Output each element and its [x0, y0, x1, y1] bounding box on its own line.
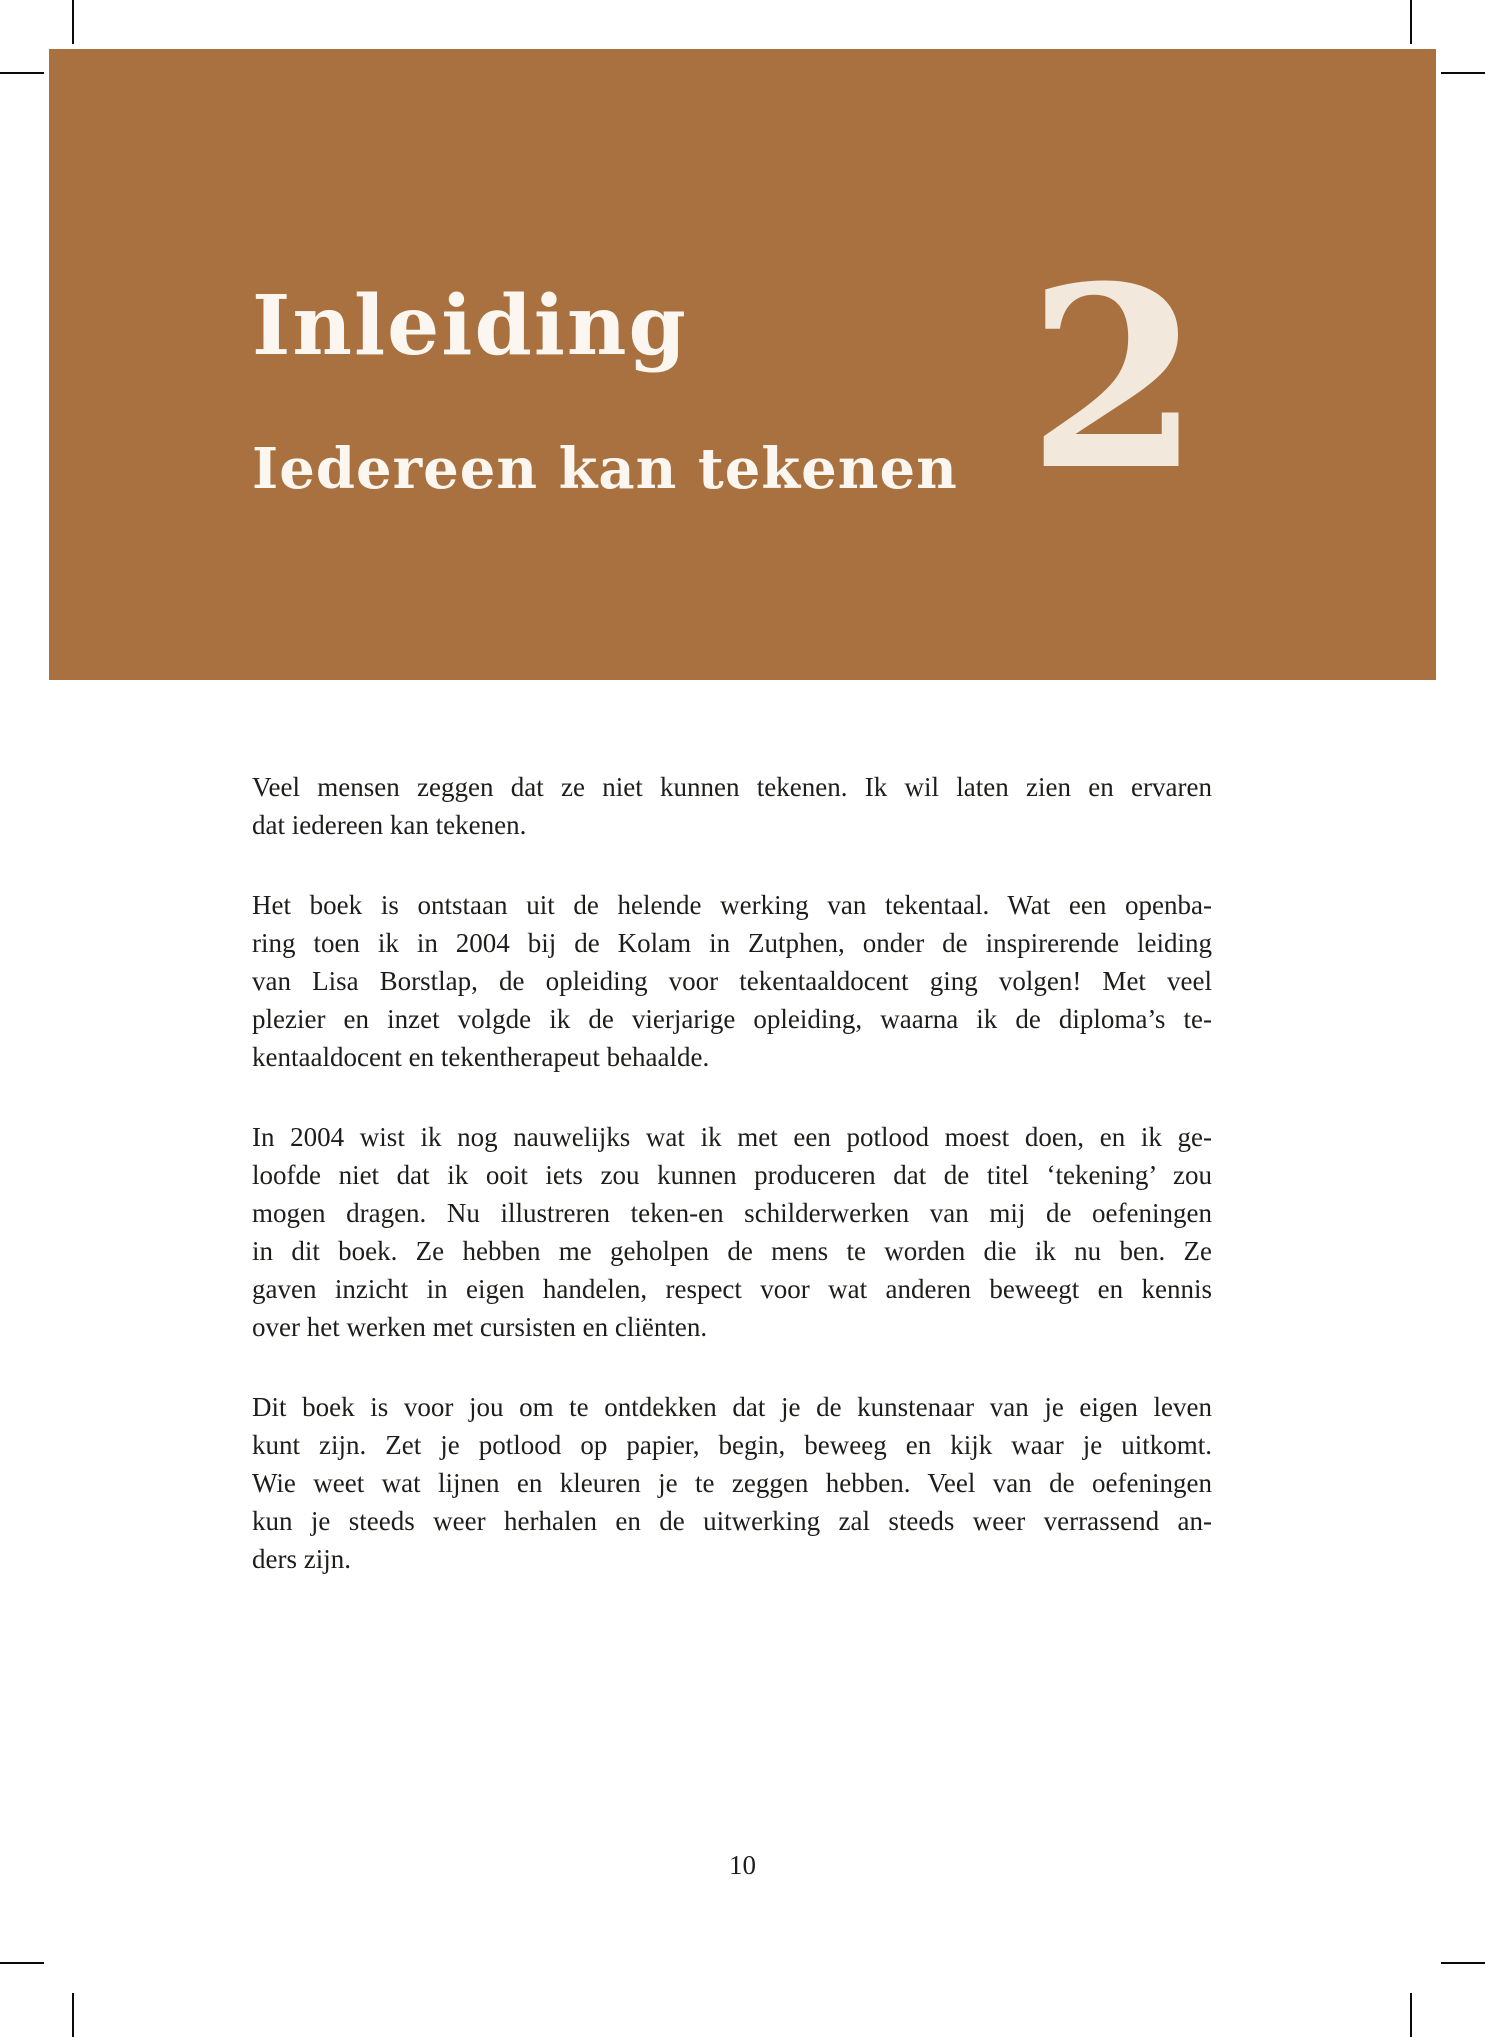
text-line: loofde niet dat ik ooit iets zou kunnen produceren dat de titel ‘tekening’ zou	[252, 1160, 1212, 1190]
crop-mark-top-left-vertical	[72, 0, 74, 44]
crop-mark-bottom-left-vertical	[72, 1993, 74, 2037]
crop-mark-top-right-horizontal	[1441, 72, 1485, 74]
text-line: kentaaldocent en tekentherapeut behaalde.	[252, 1042, 710, 1072]
text-line: Wie weet wat lijnen en kleuren je te zeggen hebben. Veel van de oefeningen	[252, 1468, 1212, 1498]
text-line: kun je steeds weer herhalen en de uitwerking zal steeds weer verrassend an-	[252, 1506, 1212, 1536]
paragraph	[252, 1388, 1212, 1578]
chapter-number: 2	[1027, 231, 1201, 525]
chapter-subtitle: Iedereen kan tekenen	[252, 436, 958, 502]
chapter-title: Inleiding	[252, 278, 688, 374]
text-line: dat iedereen kan tekenen.	[252, 810, 527, 840]
text-line: Het boek is ontstaan uit de helende werking van tekentaal. Wat een openba-	[252, 890, 1212, 920]
text-line: over het werken met cursisten en cliënten.	[252, 1312, 708, 1342]
crop-mark-bottom-left-horizontal	[0, 1962, 44, 1964]
text-line: van Lisa Borstlap, de opleiding voor tekentaaldocent ging volgen! Met veel	[252, 966, 1212, 996]
crop-mark-top-right-vertical	[1410, 0, 1412, 44]
crop-mark-bottom-right-vertical	[1410, 1993, 1412, 2037]
text-line: Dit boek is voor jou om te ontdekken dat je de kunstenaar van je eigen leven	[252, 1392, 1212, 1422]
paragraph	[252, 886, 1212, 1076]
text-line: plezier en inzet volgde ik de vierjarige opleiding, waarna ik de diploma’s te-	[252, 1004, 1212, 1034]
paragraph	[252, 768, 1212, 844]
text-line: in dit boek. Ze hebben me geholpen de mens te worden die ik nu ben. Ze	[252, 1236, 1212, 1266]
text-line: ring toen ik in 2004 bij de Kolam in Zutphen, onder de inspirerende leiding	[252, 928, 1212, 958]
crop-mark-top-left-horizontal	[0, 72, 44, 74]
crop-mark-bottom-right-horizontal	[1441, 1962, 1485, 1964]
text-line: In 2004 wist ik nog nauwelijks wat ik met een potlood moest doen, en ik ge-	[252, 1122, 1212, 1152]
body-text	[252, 768, 1212, 1578]
chapter-header-banner	[49, 49, 1436, 680]
text-line: kunt zijn. Zet je potlood op papier, begin, beweeg en kijk waar je uitkomt.	[252, 1430, 1212, 1460]
text-line: mogen dragen. Nu illustreren teken-en schilderwerken van mij de oefeningen	[252, 1198, 1212, 1228]
paragraph	[252, 1118, 1212, 1346]
text-line: Veel mensen zeggen dat ze niet kunnen tekenen. Ik wil laten zien en ervaren	[252, 772, 1212, 802]
page-number: 10	[729, 1850, 756, 1880]
text-line: ders zijn.	[252, 1544, 351, 1574]
text-line: gaven inzicht in eigen handelen, respect voor wat anderen beweegt en kennis	[252, 1274, 1212, 1304]
